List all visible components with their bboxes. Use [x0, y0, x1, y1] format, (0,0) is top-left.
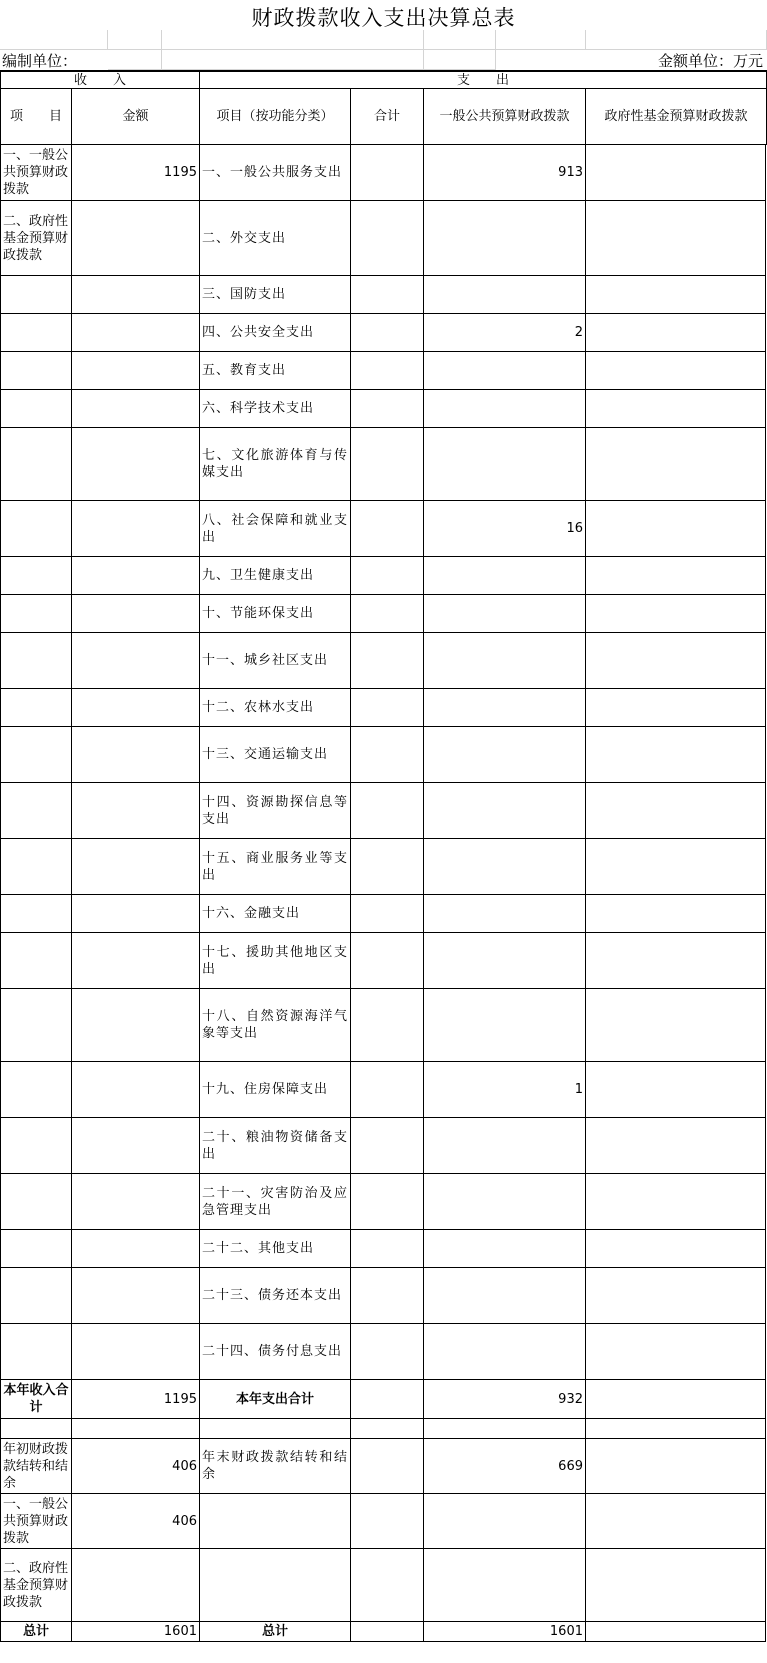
income-amount-cell: [72, 1268, 200, 1324]
general-budget-cell: [424, 501, 586, 557]
income-item-cell: [0, 1118, 72, 1174]
expense-item-cell: [200, 1230, 351, 1268]
expense-item-cell-text: 七、文化旅游体育与传媒支出: [202, 448, 348, 480]
page-title: 财政拨款收入支出决算总表: [251, 6, 516, 30]
expense-item-cell-text: 十二、农林水支出: [202, 700, 315, 715]
expense-total-cell: [351, 1230, 424, 1268]
col-header-general-budget-text: 一般公共预算财政拨款: [439, 109, 570, 124]
expense-item-cell-text: 十四、资源勘探信息等支出: [202, 794, 348, 827]
general-budget-cell: [424, 1062, 586, 1118]
income-amount-cell: [72, 276, 200, 314]
income-amount-cell-text: 1195: [163, 165, 197, 180]
general-budget-cell: [424, 1439, 586, 1494]
income-amount-cell: [72, 595, 200, 633]
income-item-cell: [0, 352, 72, 390]
expense-item-cell: [200, 557, 351, 595]
income-item-cell: [0, 1380, 72, 1419]
income-item-cell: [0, 727, 72, 783]
expense-total-cell: [351, 201, 424, 276]
general-budget-cell: [424, 595, 586, 633]
general-budget-cell: [424, 633, 586, 689]
income-item-cell-text: 总计: [22, 1624, 49, 1639]
expense-total-cell: [351, 1268, 424, 1324]
expense-total-cell: [351, 595, 424, 633]
gov-fund-cell: [586, 145, 766, 201]
income-item-cell: [0, 633, 72, 689]
income-amount-cell: [72, 314, 200, 352]
expense-item-cell: [200, 201, 351, 276]
expense-total-cell: [351, 276, 424, 314]
expense-total-cell: [351, 839, 424, 895]
general-budget-cell-text: 1601: [549, 1624, 583, 1639]
income-amount-cell: [72, 895, 200, 933]
general-budget-cell: [424, 1494, 586, 1549]
income-item-cell-text: 本年收入合计: [3, 1383, 69, 1415]
general-budget-cell-text: 913: [558, 165, 583, 180]
expense-item-cell: [200, 1118, 351, 1174]
income-item-cell: [0, 501, 72, 557]
amount-unit-label: 金额单位：万元: [657, 52, 763, 70]
col-header-general-budget: [424, 89, 586, 145]
expense-total-cell: [351, 352, 424, 390]
gov-fund-cell: [586, 1380, 766, 1419]
expense-item-cell: [200, 1062, 351, 1118]
expense-total-cell: [351, 689, 424, 727]
general-budget-cell: [424, 1622, 586, 1642]
income-header: [0, 70, 200, 89]
income-item-cell: [0, 1324, 72, 1380]
expense-item-cell-text: 十八、自然资源海洋气象等支出: [202, 1009, 348, 1041]
expense-item-cell-text: 六、科学技术支出: [202, 401, 315, 416]
general-budget-cell: [424, 1419, 586, 1439]
expense-item-cell-text: 八、社会保障和就业支出: [202, 512, 348, 545]
gov-fund-cell: [586, 1549, 766, 1622]
income-amount-cell: [72, 839, 200, 895]
general-budget-cell: [424, 839, 586, 895]
gov-fund-cell: [586, 201, 766, 276]
income-item-cell: [0, 428, 72, 501]
gov-fund-cell: [586, 595, 766, 633]
income-amount-cell: [72, 201, 200, 276]
income-item-cell: [0, 314, 72, 352]
income-item-cell: [0, 201, 72, 276]
gov-fund-cell: [586, 989, 766, 1062]
expense-total-cell: [351, 989, 424, 1062]
income-item-cell: [0, 1494, 72, 1549]
expense-total-cell: [351, 145, 424, 201]
income-item-cell-text: 二、政府性基金预算财政拨款: [3, 1560, 69, 1610]
expense-item-cell-text: 二十四、债务付息支出: [202, 1344, 343, 1359]
gov-fund-cell: [586, 689, 766, 727]
col-header-amount-text: 金额: [122, 109, 149, 124]
expense-item-cell-text: 十三、交通运输支出: [202, 747, 329, 762]
income-item-cell: [0, 989, 72, 1062]
expense-total-cell: [351, 1549, 424, 1622]
general-budget-cell: [424, 895, 586, 933]
income-item-cell: [0, 933, 72, 989]
expense-item-cell: [200, 783, 351, 839]
gov-fund-cell: [586, 1622, 766, 1642]
income-amount-cell: [72, 989, 200, 1062]
general-budget-cell: [424, 1380, 586, 1419]
expense-item-cell: [200, 428, 351, 501]
income-item-cell-text: 年初财政拨款结转和结余: [3, 1441, 69, 1491]
income-item-cell: [0, 783, 72, 839]
expense-item-cell-text: 十五、商业服务业等支出: [202, 850, 348, 883]
expense-total-cell: [351, 1419, 424, 1439]
income-item-cell: [0, 1230, 72, 1268]
expense-total-cell: [351, 783, 424, 839]
expense-item-cell-text: 年末财政拨款结转和结余: [202, 1450, 348, 1482]
income-amount-cell: [72, 390, 200, 428]
expense-total-cell: [351, 428, 424, 501]
grid-cell: [162, 50, 424, 70]
general-budget-cell-text: 932: [558, 1391, 583, 1407]
general-budget-cell: [424, 1268, 586, 1324]
income-item-cell: [0, 390, 72, 428]
expense-item-cell: [200, 390, 351, 428]
expense-item-cell-text: 十九、住房保障支出: [202, 1082, 329, 1097]
compiling-unit-label: 编制单位：: [2, 52, 78, 70]
expense-item-cell-text: 三、国防支出: [202, 287, 287, 302]
general-budget-cell-text: 669: [558, 1458, 583, 1474]
col-header-total-text: 合计: [373, 109, 400, 124]
expense-total-cell: [351, 1494, 424, 1549]
col-header-amount: [72, 89, 200, 145]
income-amount-cell: [72, 727, 200, 783]
income-item-cell: [0, 1419, 72, 1439]
gov-fund-cell: [586, 352, 766, 390]
expense-total-cell: [351, 390, 424, 428]
expense-item-cell: [200, 1268, 351, 1324]
income-item-cell-text: 一、一般公共预算财政拨款: [3, 148, 69, 197]
expense-item-cell: [200, 595, 351, 633]
income-amount-cell: [72, 1419, 200, 1439]
income-item-cell: [0, 1549, 72, 1622]
expense-item-cell-text: 一、一般公共服务支出: [202, 165, 343, 180]
gov-fund-cell: [586, 1118, 766, 1174]
expense-total-cell: [351, 314, 424, 352]
gov-fund-cell: [586, 1439, 766, 1494]
income-amount-cell: [72, 1549, 200, 1622]
gov-fund-cell: [586, 1324, 766, 1380]
expense-item-cell-text: 五、教育支出: [202, 363, 287, 378]
expense-item-cell: [200, 1494, 351, 1549]
income-amount-cell: [72, 1324, 200, 1380]
income-amount-cell: [72, 1118, 200, 1174]
expense-item-cell: [200, 1419, 351, 1439]
gov-fund-cell: [586, 1494, 766, 1549]
income-item-cell: [0, 839, 72, 895]
general-budget-cell: [424, 1324, 586, 1380]
income-item-cell: [0, 557, 72, 595]
income-amount-cell: [72, 1174, 200, 1230]
gov-fund-cell: [586, 933, 766, 989]
income-item-cell: [0, 1622, 72, 1642]
gov-fund-cell: [586, 839, 766, 895]
general-budget-cell: [424, 689, 586, 727]
general-budget-cell: [424, 1549, 586, 1622]
expense-header: [200, 70, 767, 89]
expense-item-cell-text: 本年支出合计: [235, 1391, 314, 1407]
expense-item-cell-text: 二十、粮油物资储备支出: [202, 1129, 348, 1162]
expense-total-cell: [351, 1622, 424, 1642]
expense-item-cell: [200, 727, 351, 783]
income-item-cell: [0, 595, 72, 633]
income-item-cell: [0, 1174, 72, 1230]
expense-item-cell: [200, 352, 351, 390]
expense-total-cell: [351, 633, 424, 689]
gov-fund-cell: [586, 783, 766, 839]
general-budget-cell: [424, 933, 586, 989]
general-budget-cell: [424, 352, 586, 390]
expense-item-cell: [200, 689, 351, 727]
general-budget-cell-text: 1: [574, 1082, 583, 1097]
gov-fund-cell: [586, 276, 766, 314]
income-amount-cell: [72, 557, 200, 595]
expense-item-cell-text: 十六、金融支出: [202, 906, 301, 921]
expense-item-cell: [200, 501, 351, 557]
gov-fund-cell: [586, 1230, 766, 1268]
gov-fund-cell: [586, 1268, 766, 1324]
expense-item-cell-text: 四、公共安全支出: [202, 325, 315, 340]
general-budget-cell: [424, 145, 586, 201]
general-budget-cell: [424, 989, 586, 1062]
col-header-func-item: [200, 89, 351, 145]
income-amount-cell: [72, 1062, 200, 1118]
col-header-gov-fund-text: 政府性基金预算财政拨款: [604, 109, 748, 124]
expense-total-cell: [351, 1118, 424, 1174]
gov-fund-cell: [586, 895, 766, 933]
gov-fund-cell: [586, 1419, 766, 1439]
income-amount-cell: [72, 352, 200, 390]
income-item-cell: [0, 895, 72, 933]
col-header-item: [0, 89, 72, 145]
expense-item-cell-text: 二十一、灾害防治及应急管理支出: [202, 1185, 348, 1218]
income-amount-cell: [72, 1622, 200, 1642]
general-budget-cell: [424, 1230, 586, 1268]
income-amount-cell-text: 406: [172, 1458, 197, 1474]
expense-total-cell: [351, 727, 424, 783]
expense-item-cell: [200, 1549, 351, 1622]
income-amount-cell: [72, 428, 200, 501]
general-budget-cell: [424, 390, 586, 428]
expense-total-cell: [351, 1324, 424, 1380]
expense-total-cell: [351, 1062, 424, 1118]
expense-total-cell: [351, 1439, 424, 1494]
expense-item-cell: [200, 989, 351, 1062]
income-amount-cell: [72, 1439, 200, 1494]
grid-cell: [424, 50, 496, 70]
gov-fund-cell: [586, 390, 766, 428]
income-amount-cell: [72, 933, 200, 989]
expense-total-cell: [351, 1174, 424, 1230]
expense-item-cell: [200, 314, 351, 352]
expense-item-cell: [200, 933, 351, 989]
gov-fund-cell: [586, 501, 766, 557]
income-amount-cell: [72, 145, 200, 201]
general-budget-cell: [424, 783, 586, 839]
expense-total-cell: [351, 895, 424, 933]
expense-item-cell-text: 九、卫生健康支出: [202, 568, 315, 583]
expense-item-cell-text: 十七、援助其他地区支出: [202, 944, 348, 977]
expense-item-cell-text: 二、外交支出: [202, 230, 287, 246]
general-budget-cell: [424, 201, 586, 276]
grid-cell: [108, 50, 162, 70]
gov-fund-cell: [586, 557, 766, 595]
expense-item-cell: [200, 1439, 351, 1494]
general-budget-cell: [424, 1118, 586, 1174]
income-amount-cell-text: 1195: [163, 1391, 197, 1407]
income-item-cell: [0, 276, 72, 314]
general-budget-cell: [424, 1174, 586, 1230]
general-budget-cell: [424, 727, 586, 783]
expense-total-cell: [351, 557, 424, 595]
income-item-cell: [0, 689, 72, 727]
gov-fund-cell: [586, 1062, 766, 1118]
col-header-gov-fund: [586, 89, 767, 145]
general-budget-cell: [424, 557, 586, 595]
income-amount-cell: [72, 633, 200, 689]
income-item-cell-text: 二、政府性基金预算财政拨款: [3, 213, 69, 263]
expense-item-cell: [200, 1622, 351, 1642]
income-amount-cell: [72, 501, 200, 557]
income-amount-cell: [72, 1380, 200, 1419]
income-header-text: 收 入: [73, 72, 126, 88]
expense-item-cell-text: 十一、城乡社区支出: [202, 653, 329, 668]
gov-fund-cell: [586, 428, 766, 501]
gov-fund-cell: [586, 1174, 766, 1230]
col-header-func-item-text: 项目（按功能分类）: [216, 109, 334, 124]
expense-item-cell-text: 总计: [261, 1624, 288, 1639]
expense-total-cell: [351, 501, 424, 557]
income-amount-cell: [72, 689, 200, 727]
col-header-total: [351, 89, 424, 145]
income-item-cell: [0, 1268, 72, 1324]
expense-total-cell: [351, 1380, 424, 1419]
expense-item-cell-text: 十、节能环保支出: [202, 606, 315, 621]
expense-item-cell: [200, 145, 351, 201]
expense-header-text: 支 出: [456, 72, 509, 88]
expense-item-cell: [200, 1174, 351, 1230]
gov-fund-cell: [586, 727, 766, 783]
income-item-cell: [0, 145, 72, 201]
general-budget-cell: [424, 428, 586, 501]
expense-item-cell: [200, 1324, 351, 1380]
expense-total-cell: [351, 933, 424, 989]
general-budget-cell: [424, 276, 586, 314]
income-amount-cell-text: 1601: [163, 1624, 197, 1639]
income-amount-cell: [72, 1494, 200, 1549]
general-budget-cell: [424, 314, 586, 352]
gov-fund-cell: [586, 633, 766, 689]
expense-item-cell-text: 二十二、其他支出: [202, 1241, 315, 1256]
general-budget-cell-text: 16: [566, 521, 583, 536]
expense-item-cell-text: 二十三、债务还本支出: [202, 1288, 343, 1303]
income-item-cell: [0, 1439, 72, 1494]
expense-item-cell: [200, 633, 351, 689]
income-amount-cell-text: 406: [172, 1513, 197, 1529]
expense-item-cell: [200, 1380, 351, 1419]
income-amount-cell: [72, 1230, 200, 1268]
gov-fund-cell: [586, 314, 766, 352]
income-item-cell: [0, 1062, 72, 1118]
income-item-cell-text: 一、一般公共预算财政拨款: [3, 1496, 69, 1546]
expense-item-cell: [200, 276, 351, 314]
general-budget-cell-text: 2: [574, 325, 583, 340]
expense-item-cell: [200, 895, 351, 933]
income-amount-cell: [72, 783, 200, 839]
col-header-item-text: 项 目: [9, 109, 62, 124]
expense-item-cell: [200, 839, 351, 895]
